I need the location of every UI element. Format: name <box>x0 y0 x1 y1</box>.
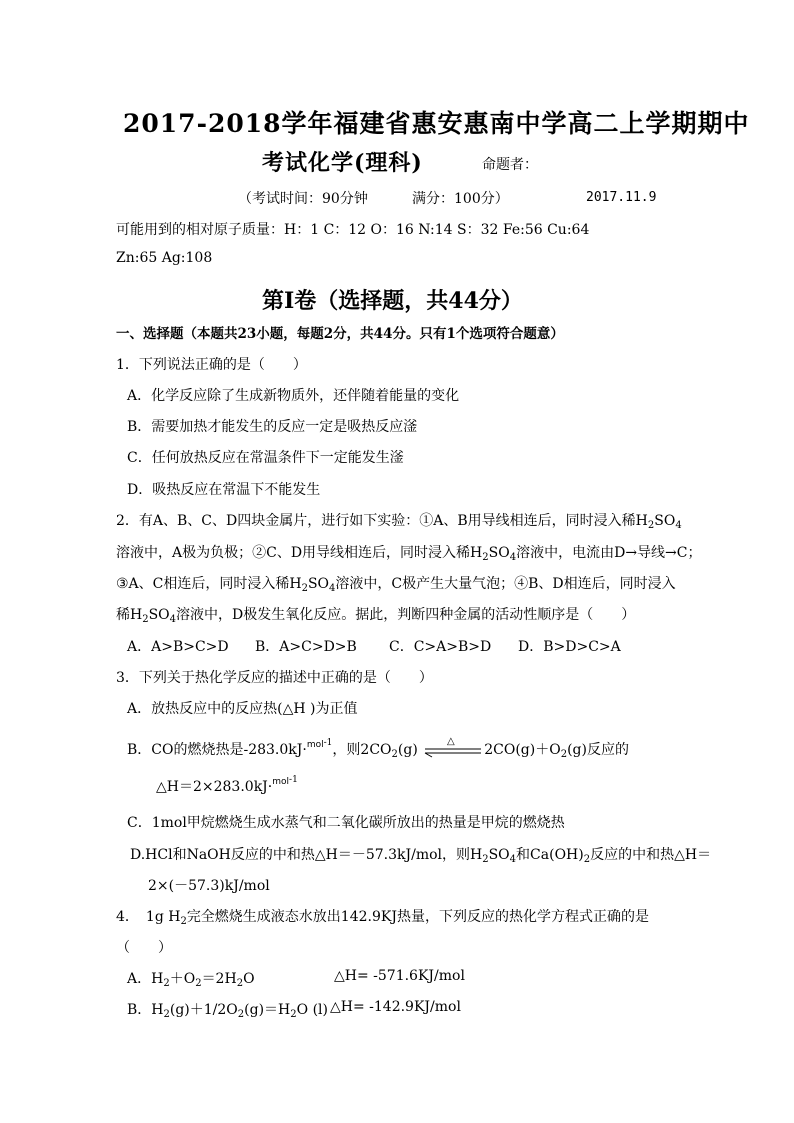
q1-option-b: B．需要加热才能发生的反应一定是吸热反应滏 <box>127 419 418 435</box>
subscript: 2 <box>583 854 591 865</box>
q3-option-b <box>127 738 629 760</box>
q2-line2-tail: 溶液中，电流由D→导线→C； <box>516 545 702 561</box>
q2-option-d: D．B>D>C>A <box>518 639 621 655</box>
formula-part: SO <box>654 513 676 529</box>
exam-title-line1: 2017-2018学年福建省惠安惠南中学高二上学期期中 <box>123 109 750 138</box>
exam-subject: 化学(理科) <box>308 150 423 176</box>
q2-line4 <box>116 604 635 625</box>
q3-option-c: C．1mol甲烷燃烧生成水蒸气和二氧化碳所放出的热量是甲烷的燃烧热 <box>127 815 565 831</box>
formula-part: ，则2CO <box>332 742 392 758</box>
subscript: 4 <box>509 552 517 563</box>
q2-option-a: A．A>B>C>D <box>127 639 229 655</box>
formula-part: (g)＝H <box>244 1002 291 1018</box>
subscript: 2 <box>180 916 187 927</box>
q4-stem-tail: 完全燃烧生成液态水放出142.9KJ热量，下列反应的热化学方程式正确的是 <box>186 909 649 925</box>
q2-line3-tail: 溶液中，C极产生大量气泡；④B、D相连后，同时浸入 <box>335 576 676 592</box>
subscript: 4 <box>509 854 517 865</box>
q3-b2-text: △H＝2×283.0kJ· <box>156 779 273 795</box>
section-title: 第Ⅰ卷（选择题，共44分） <box>262 288 523 314</box>
q4-option-b <box>127 999 328 1020</box>
subscript: 2 <box>163 978 170 989</box>
subscript: 4 <box>169 614 177 625</box>
subscript: 2 <box>237 1009 245 1020</box>
subscript: 2 <box>391 749 398 760</box>
q1-option-d: D．吸热反应在常温下不能发生 <box>127 482 321 498</box>
exam-date: 2017.11.9 <box>586 190 657 205</box>
q2-line2-text: 溶液中，A极为负极；②C、D用导线相连后，同时浸入稀H <box>116 545 483 561</box>
subscript: 2 <box>142 614 149 625</box>
q4-paren: （ ） <box>116 940 172 956</box>
q2-line1-text: 2．有A、B、C、D四块金属片，进行如下实验：①A、B用导线相连后，同时浸入稀H <box>116 513 648 529</box>
q4-stem <box>116 906 649 927</box>
subscript: 2 <box>290 1009 297 1020</box>
q2-line4-tail: 溶液中，D极发生氧化反应。据此，判断四种金属的活动性顺序是（ ） <box>176 607 636 623</box>
formula-part: SO <box>148 607 170 623</box>
subscript: 4 <box>329 583 336 594</box>
exponent: -1 <box>289 775 298 785</box>
exponent: -1 <box>323 738 333 748</box>
formula-part: (g)反应的 <box>567 742 629 758</box>
formula-part: 和Ca(OH) <box>516 847 584 863</box>
subscript: 2 <box>195 978 202 989</box>
reversible-arrow <box>422 736 484 757</box>
formula-part: 2CO(g)＋O <box>484 742 561 758</box>
subscript: 2 <box>301 583 308 594</box>
formula-part: SO <box>488 847 510 863</box>
atomic-mass-line2: Zn:65 Ag:108 <box>116 250 213 266</box>
author-label: 命题者： <box>482 157 538 173</box>
q4-option-a-dh: △H= -571.6KJ/mol <box>334 968 465 984</box>
q1-option-a: A．化学反应除了生成新物质外，还伴随着能量的变化 <box>127 388 460 404</box>
q1-stem: 1．下列说法正确的是（ ） <box>116 357 307 373</box>
q2-option-c: C．C>A>B>D <box>389 639 492 655</box>
subscript: 2 <box>236 978 244 989</box>
atomic-mass-line1: 可能用到的相对原子质量：H：1 C：12 O：16 N:14 S：32 Fe:56 Cu:64 <box>116 222 590 238</box>
q4-option-a <box>127 968 255 989</box>
subscript: 2 <box>482 854 489 865</box>
full-score: 满分：100分） <box>412 191 509 207</box>
q3-stem: 3．下列关于热化学反应的描述中正确的是（ ） <box>116 670 433 686</box>
exam-title-line2 <box>262 146 423 177</box>
q2-line3 <box>116 573 676 594</box>
q3-b-text: B．CO的燃烧热是-283.0kJ· <box>127 742 307 758</box>
q2-line4-text: 稀H <box>116 607 143 623</box>
q3-option-a: A．放热反应中的反应热(△H )为正值 <box>127 701 358 717</box>
subscript: 2 <box>482 552 489 563</box>
formula-part: ＝2H <box>201 971 237 987</box>
q3-option-d <box>130 844 711 865</box>
formula-part: (g)＋1/2O <box>169 1002 238 1018</box>
formula-part: SO <box>307 576 330 592</box>
q3-d-tail: 反应的中和热△H＝ <box>590 847 712 863</box>
q3-option-b-line2 <box>156 775 298 796</box>
q1-option-c: C．任何放热反应在常温条件下一定能发生滏 <box>127 450 404 466</box>
unit-mol: mol <box>306 740 324 750</box>
reversible-arrow-icon <box>422 735 484 763</box>
subscript: 2 <box>560 749 568 760</box>
heat-delta: △ <box>447 736 455 747</box>
formula-part: (g) <box>397 742 418 758</box>
unit-mol: mol <box>272 777 290 787</box>
q4-option-b-dh: △H= -142.9KJ/mol <box>330 999 461 1015</box>
exam-time: （考试时间：90分钟 <box>238 191 368 207</box>
exam-title-kaoshi: 考试 <box>262 150 309 176</box>
formula-part: O <box>243 971 255 987</box>
q3-d-text: D.HCl和NaOH反应的中和热△H＝－57.3kJ/mol，则H <box>130 847 483 863</box>
subscript: 2 <box>163 1009 170 1020</box>
formula-part: B．H <box>127 1002 164 1018</box>
section-instruction: 一、选择题（本题共23小题，每题2分，共44分。只有1个选项符合题意） <box>116 326 564 342</box>
q3-option-d-line2: 2×(－57.3)kJ/mol <box>148 878 270 894</box>
formula-part: A．H <box>127 971 164 987</box>
q2-option-b: B．A>C>D>B <box>255 639 357 655</box>
subscript: 4 <box>675 520 682 531</box>
q2-line2 <box>116 542 702 563</box>
q4-stem-text: 4． 1g H <box>116 909 181 925</box>
subscript: 2 <box>647 520 655 531</box>
formula-part: O (l) <box>296 1002 328 1018</box>
formula-part: ＋O <box>169 971 196 987</box>
q2-line3-text: ③A、C相连后，同时浸入稀H <box>116 576 302 592</box>
q2-line1 <box>116 510 682 531</box>
formula-part: SO <box>488 545 510 561</box>
